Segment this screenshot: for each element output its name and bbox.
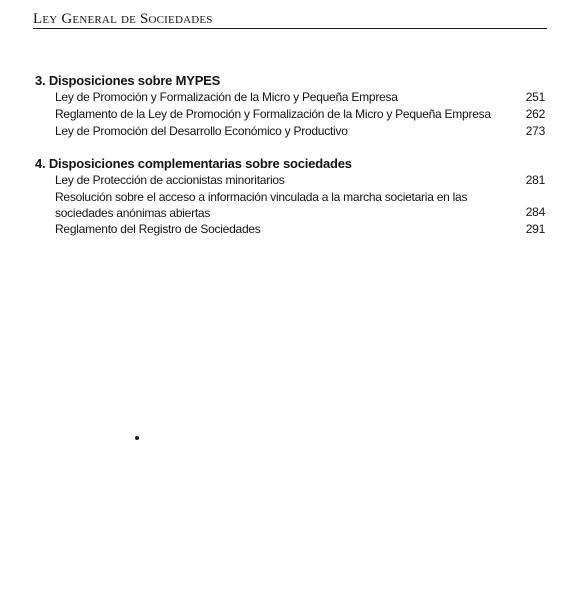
entry-page-number: 251 [525,90,545,104]
entry-title: Ley de Protección de accionistas minoritarios [55,173,285,187]
section-title: 3. Disposiciones sobre MYPES [35,73,221,88]
section-title: 4. Disposiciones complementarias sobre sociedades [35,156,352,171]
scan-speck [135,436,139,440]
entry-page-number: 291 [525,222,545,236]
toc-entry [35,106,545,123]
entry-title: Ley de Promoción y Formalización de la Micro y Pequeña Empresa [55,90,398,104]
table-of-contents [35,72,545,238]
toc-entry [35,89,545,106]
toc-section [35,72,545,140]
header-rule [33,28,547,29]
entry-title: Ley de Promoción del Desarrollo Económico y Productivo [55,124,348,138]
entry-title: Reglamento de la Ley de Promoción y Formalización de la Micro y Pequeña Empresa [55,107,491,121]
running-header: Ley General de Sociedades [33,11,213,27]
entry-page-number: 273 [525,124,545,138]
entry-page-number: 284 [525,205,545,219]
toc-entry [35,172,545,189]
toc-entry [35,189,545,221]
entry-page-number: 281 [525,173,545,187]
entry-page-number: 262 [525,107,545,121]
toc-section [35,155,545,238]
entry-title: Resolución sobre el acceso a información vinculada a la marcha societaria en las sociedades anónimas abiertas [55,190,468,220]
toc-entry [35,221,545,238]
toc-entry [35,123,545,140]
entry-title: Reglamento del Registro de Sociedades [55,222,261,236]
